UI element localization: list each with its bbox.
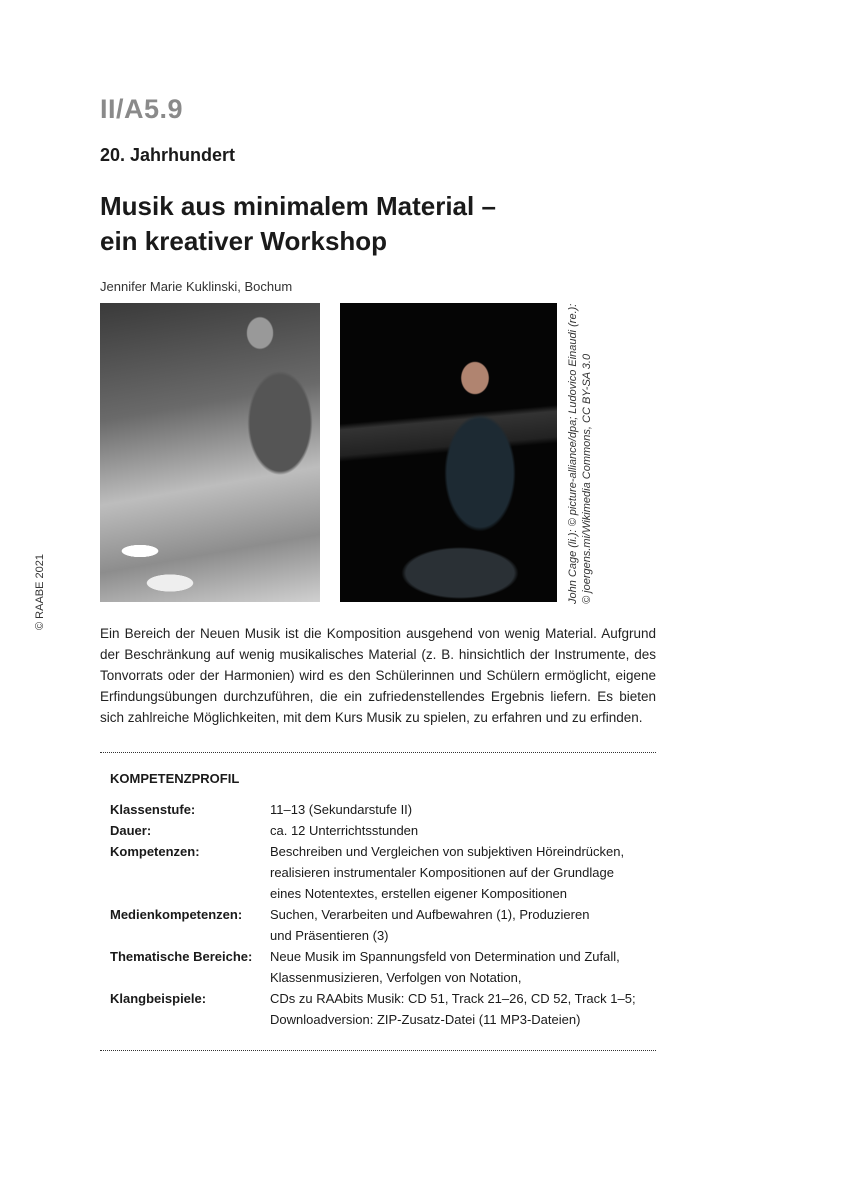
photo-caption	[566, 304, 594, 604]
divider	[100, 1050, 656, 1051]
intro-paragraph: Ein Bereich der Neuen Musik ist die Komposition ausgehend von wenig Material. Aufgrund der Beschränkung auf wenig musikalisches Material (z. B. hinsichtlich der Instrumente, des Tonvorrats oder der Harmonien) wird es den Schülerinnen und Schülern ermöglicht, eigene Erfindungsübungen durchzuführen, die ein zufriedenstellendes Ergebnis liefern. Es bieten sich zahlreiche Möglichkeiten, mit dem Kurs Musik zu spielen, zu erfahren und zu erfinden.	[100, 626, 656, 725]
profile-value-line: Downloadversion: ZIP-Zusatz-Datei (11 MP3-Dateien)	[270, 1012, 581, 1027]
photo-ludovico-einaudi	[340, 303, 557, 602]
profile-label: Thematische Bereiche:	[110, 949, 253, 964]
author: Jennifer Marie Kuklinski, Bochum	[100, 279, 293, 294]
photo-john-cage	[100, 303, 320, 602]
profile-row	[110, 904, 650, 946]
profile-heading: KOMPETENZPROFIL	[110, 771, 240, 786]
profile-row	[110, 988, 650, 1030]
profile-label: Klangbeispiele:	[110, 991, 207, 1006]
copyright-notice: © RAABE 2021	[34, 554, 46, 630]
profile-value	[270, 946, 650, 988]
profile-row	[110, 946, 650, 988]
profile-value	[270, 820, 650, 841]
divider	[100, 752, 656, 753]
profile-label: Dauer:	[110, 823, 152, 838]
profile-value	[270, 904, 650, 946]
profile-value-line: CDs zu RAAbits Musik: CD 51, Track 21–26, CD 52, Track 1–5;	[270, 991, 636, 1006]
profile-row	[110, 820, 650, 841]
profile-value-line: ca. 12 Unterrichtsstunden	[270, 823, 419, 838]
caption-line: © joergens.mi/Wikimedia Commons, CC BY-SA 3.0	[581, 353, 593, 604]
profile-value-line: und Präsentieren (3)	[270, 928, 389, 943]
profile-value	[270, 799, 650, 820]
profile-label: Kompetenzen:	[110, 844, 200, 859]
unit-code: II/A5.9	[100, 94, 184, 124]
profile-row	[110, 799, 650, 820]
profile-value	[270, 988, 650, 1030]
profile-row	[110, 841, 650, 904]
subject-heading: 20. Jahrhundert	[100, 145, 236, 165]
page-title	[100, 189, 620, 259]
profile-label: Klassenstufe:	[110, 802, 196, 817]
profile-value-line: Suchen, Verarbeiten und Aufbewahren (1), Produzieren	[270, 907, 590, 922]
profile-value-line: Neue Musik im Spannungsfeld von Determination und Zufall,	[270, 949, 620, 964]
profile-value-line: eines Notentextes, erstellen eigener Kompositionen	[270, 886, 568, 901]
title-line: ein kreativer Workshop	[100, 226, 388, 256]
caption-line: John Cage (li.): © picture-alliance/dpa; Ludovico Einaudi (re.):	[567, 303, 579, 604]
profile-label: Medienkompetenzen:	[110, 907, 243, 922]
profile-value	[270, 841, 650, 904]
profile-value-line: realisieren instrumentaler Kompositionen auf der Grundlage	[270, 865, 614, 880]
title-line: Musik aus minimalem Material –	[100, 191, 496, 221]
profile-value-line: Beschreiben und Vergleichen von subjektiven Höreindrücken,	[270, 844, 625, 859]
profile-value-line: Klassenmusizieren, Verfolgen von Notation,	[270, 970, 522, 985]
profile-value-line: 11–13 (Sekundarstufe II)	[270, 802, 413, 817]
